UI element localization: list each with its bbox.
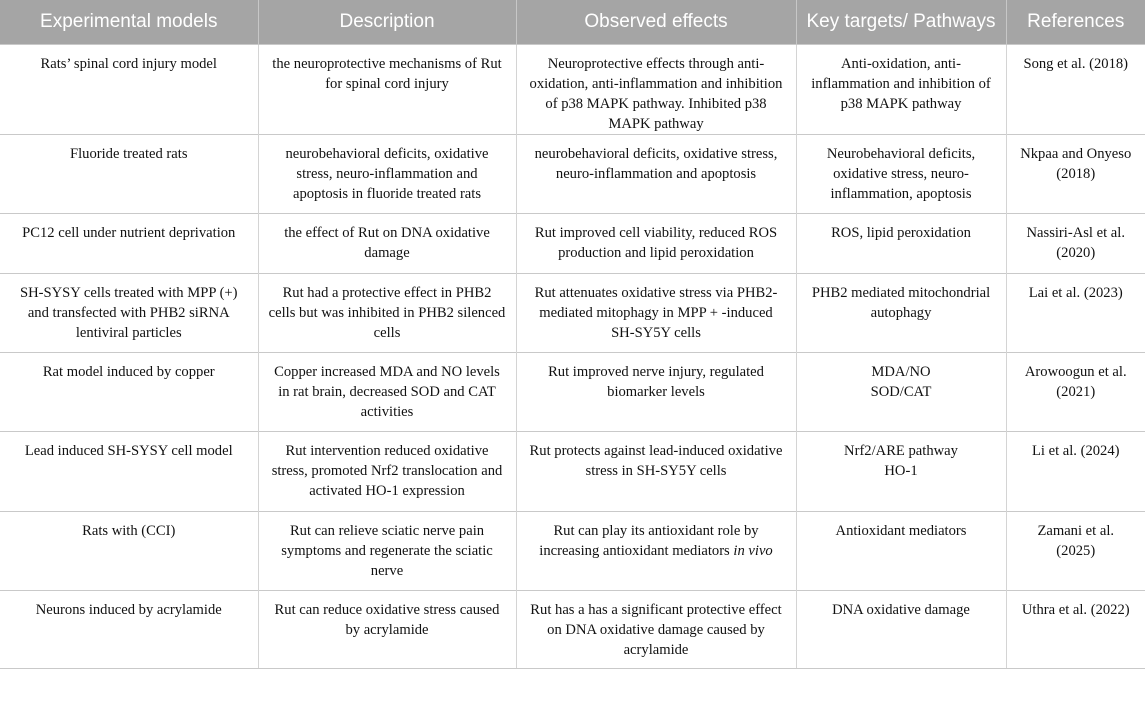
cell-reference: Lai et al. (2023)	[1006, 273, 1145, 352]
header-references: References	[1006, 0, 1145, 44]
targets-text: DNA oxidative damage	[832, 601, 970, 618]
cell-description: Rut can reduce oxidative stress caused by acrylamide	[258, 590, 516, 668]
cell-description: the neuroprotective mechanisms of Rut for spinal cord injury	[258, 44, 516, 134]
cell-description: Copper increased MDA and NO levels in rat brain, decreased SOD and CAT activities	[258, 352, 516, 431]
cell-model: Rat model induced by copper	[0, 352, 258, 431]
effects-text: Rut improved cell viability, reduced ROS production and lipid peroxidation	[534, 224, 778, 261]
cell-targets	[796, 134, 1006, 213]
cell-effects	[516, 44, 796, 134]
cell-effects	[516, 213, 796, 273]
table-row	[0, 44, 1145, 134]
cell-effects	[516, 134, 796, 213]
cell-reference: Uthra et al. (2022)	[1006, 590, 1145, 668]
targets-text: Nrf2/ARE pathway	[844, 442, 958, 459]
header-key-targets: Key targets/ Pathways	[796, 0, 1006, 44]
effects-text: Rut improved nerve injury, regulated biomarker levels	[548, 363, 764, 400]
targets-text: PHB2 mediated mitochondrial autophagy	[811, 284, 991, 321]
header-observed-effects: Observed effects	[516, 0, 796, 44]
header-description: Description	[258, 0, 516, 44]
cell-targets	[796, 213, 1006, 273]
cell-model: PC12 cell under nutrient deprivation	[0, 213, 258, 273]
targets-text: ROS, lipid peroxidation	[831, 224, 971, 241]
cell-targets	[796, 431, 1006, 511]
cell-reference: Arowoogun et al. (2021)	[1006, 352, 1145, 431]
cell-reference: Zamani et al. (2025)	[1006, 511, 1145, 590]
targets-text: Anti-oxidation, anti-inflammation and inhibition of p38 MAPK pathway	[811, 55, 991, 112]
header-row	[0, 0, 1145, 44]
targets-text-line2: SOD/CAT	[870, 383, 932, 400]
cell-reference: Song et al. (2018)	[1006, 44, 1145, 134]
effects-italic-text: in vivo	[733, 542, 773, 559]
cell-effects	[516, 273, 796, 352]
cell-targets	[796, 511, 1006, 590]
cell-effects	[516, 590, 796, 668]
cell-model: Fluoride treated rats	[0, 134, 258, 213]
cell-model: Lead induced SH-SYSY cell model	[0, 431, 258, 511]
table-row	[0, 431, 1145, 511]
cell-targets	[796, 44, 1006, 134]
targets-text-line2: HO-1	[884, 462, 918, 479]
targets-text: Neurobehavioral deficits, oxidative stress, neuro-inflammation, apoptosis	[826, 145, 976, 202]
cell-effects	[516, 511, 796, 590]
cell-reference: Nassiri-Asl et al. (2020)	[1006, 213, 1145, 273]
targets-text: MDA/NO	[871, 363, 931, 380]
effects-text: Rut protects against lead-induced oxidative stress in SH-SY5Y cells	[529, 442, 783, 479]
targets-text: Antioxidant mediators	[835, 522, 967, 539]
cell-model: Rats with (CCI)	[0, 511, 258, 590]
effects-text: neurobehavioral deficits, oxidative stress, neuro-inflammation and apoptosis	[534, 145, 778, 182]
table-row	[0, 134, 1145, 213]
table-row	[0, 352, 1145, 431]
effects-text: Rut can play its antioxidant role by increasing antioxidant mediators	[539, 522, 759, 559]
cell-targets	[796, 352, 1006, 431]
table-row	[0, 273, 1145, 352]
effects-text: Neuroprotective effects through anti-oxidation, anti-inflammation and inhibition of p38 MAPK pathway. Inhibited p38 MAPK pathway	[529, 55, 783, 132]
table-row	[0, 213, 1145, 273]
cell-model: Rats’ spinal cord injury model	[0, 44, 258, 134]
cell-description: Rut had a protective effect in PHB2 cells but was inhibited in PHB2 silenced cells	[258, 273, 516, 352]
cell-description: the effect of Rut on DNA oxidative damage	[258, 213, 516, 273]
cell-model: Neurons induced by acrylamide	[0, 590, 258, 668]
cell-targets	[796, 590, 1006, 668]
cell-model: SH-SYSY cells treated with MPP (+) and transfected with PHB2 siRNA lentiviral particles	[0, 273, 258, 352]
cell-effects	[516, 431, 796, 511]
effects-text: Rut has a has a significant protective effect on DNA oxidative damage caused by acrylamide	[530, 601, 782, 658]
header-experimental-models: Experimental models	[40, 11, 218, 33]
cell-targets	[796, 273, 1006, 352]
cell-effects	[516, 352, 796, 431]
cell-reference: Nkpaa and Onyeso (2018)	[1006, 134, 1145, 213]
cell-reference: Li et al. (2024)	[1006, 431, 1145, 511]
table-row	[0, 590, 1145, 668]
cell-description: Rut can relieve sciatic nerve pain symptoms and regenerate the sciatic nerve	[258, 511, 516, 590]
cell-description: Rut intervention reduced oxidative stress, promoted Nrf2 translocation and activated HO-1 expression	[258, 431, 516, 511]
table-row	[0, 511, 1145, 590]
effects-text: Rut attenuates oxidative stress via PHB2-mediated mitophagy in MPP + -induced SH-SY5Y cells	[534, 284, 778, 341]
cell-description: neurobehavioral deficits, oxidative stress, neuro-inflammation and apoptosis in fluoride treated rats	[258, 134, 516, 213]
